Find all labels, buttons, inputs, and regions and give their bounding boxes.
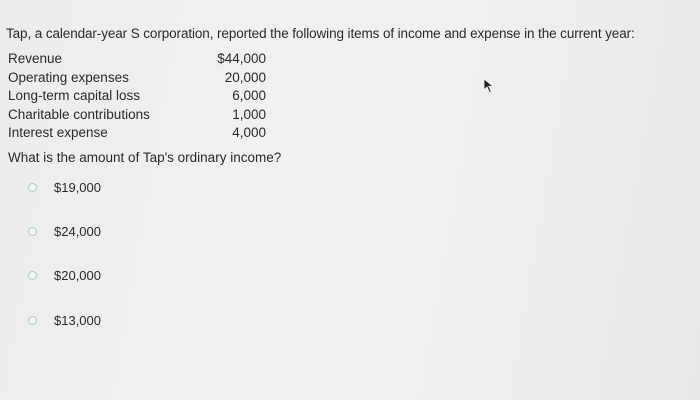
answer-label[interactable]: $13,000: [54, 313, 101, 328]
radio-button[interactable]: [28, 316, 37, 325]
item-amount: 4,000: [232, 125, 266, 140]
item-amount: $44,000: [217, 51, 266, 66]
question-prompt: What is the amount of Tap's ordinary income?: [8, 150, 282, 165]
answer-option-1[interactable]: [28, 180, 101, 195]
item-amount: 1,000: [232, 106, 266, 122]
income-expense-items: [8, 50, 270, 143]
answer-label[interactable]: $20,000: [54, 268, 101, 283]
item-row-interest-expense: [8, 124, 270, 143]
item-amount: 6,000: [232, 88, 266, 103]
item-row-charitable-contributions: [8, 106, 270, 125]
answer-option-4[interactable]: [28, 313, 101, 328]
question-intro: Tap, a calendar-year S corporation, reported the following items of income and expense in the current year:: [6, 26, 635, 41]
item-label: Long-term capital loss: [8, 88, 141, 103]
item-row-revenue: [8, 50, 270, 69]
item-row-operating-expenses: [8, 69, 270, 88]
item-label: Charitable contributions: [8, 106, 150, 122]
item-label: Operating expenses: [8, 69, 129, 85]
item-amount: 20,000: [224, 69, 266, 85]
answer-label[interactable]: $19,000: [54, 180, 101, 195]
answer-option-3[interactable]: [28, 268, 101, 283]
radio-button[interactable]: [28, 271, 37, 280]
answer-label[interactable]: $24,000: [54, 224, 101, 239]
radio-button[interactable]: [28, 183, 37, 192]
radio-button[interactable]: [28, 227, 37, 236]
item-label: Revenue: [8, 51, 63, 66]
answer-option-2[interactable]: [28, 224, 101, 239]
item-label: Interest expense: [8, 125, 108, 140]
item-row-long-term-capital-loss: [8, 87, 270, 106]
mouse-cursor-icon: [483, 78, 495, 94]
